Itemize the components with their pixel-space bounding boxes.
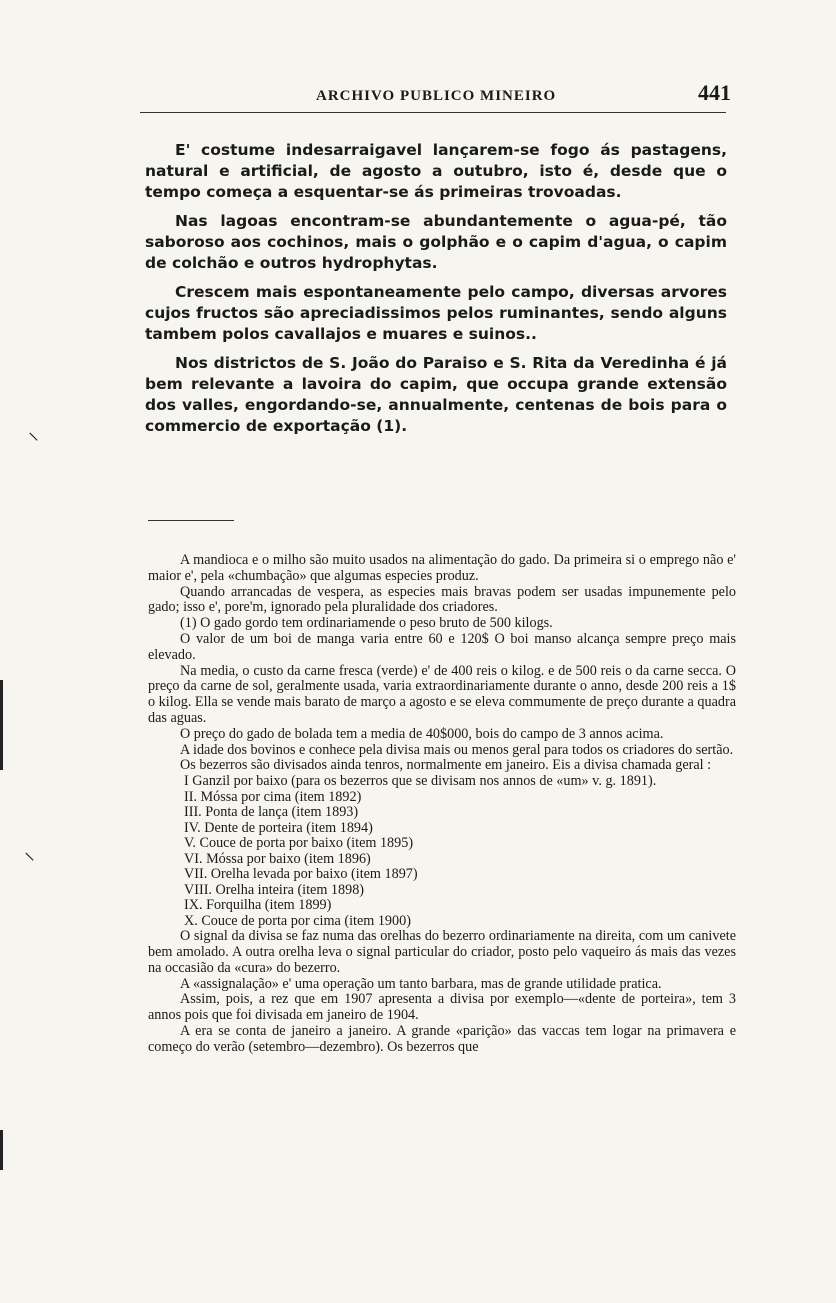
- footnote-rule: [148, 520, 234, 521]
- page-number: 441: [698, 80, 731, 105]
- note-paragraph: O preço do gado de bolada tem a media de 40$000, bois do campo de 3 annos acima.: [180, 725, 664, 742]
- divisa-item: IV. Dente de porteira (item 1894): [184, 819, 373, 836]
- divisa-item: VII. Orelha levada por baixo (item 1897): [184, 866, 418, 883]
- body-paragraph: Nos districtos de S. João do Paraiso e S. Rita da Veredinha é já bem relevante a lavoira do capim, que occupa grande extensão dos valles, engordando-se, annualmente, centenas de bois para o commercio de exportação (1).: [145, 354, 727, 435]
- divisa-item: VI. Móssa por baixo (item 1896): [184, 850, 371, 867]
- divisa-list: [148, 774, 736, 929]
- divisa-item: VIII. Orelha inteira (item 1898): [184, 881, 365, 898]
- margin-tick-mark: ⸜: [24, 840, 36, 865]
- footnote-paragraph: (1) O gado gordo tem ordinariamende o peso bruto de 500 kilogs.: [180, 615, 553, 632]
- page-header: [140, 80, 740, 110]
- margin-edge-mark: [0, 680, 3, 770]
- divisa-item: I Ganzil por baixo (para os bezerros que se divisam nos annos de «um» v. g. 1891).: [184, 773, 657, 790]
- body-paragraph: Nas lagoas encontram-se abundantemente o agua-pé, tão saboroso aos cochinos, mais o golphão e o capim d'agua, o capim de colchão e outros hydrophytas.: [145, 212, 727, 272]
- margin-tick-mark: ⸜: [28, 420, 40, 445]
- note-paragraph: Assim, pois, a rez que em 1907 apresenta a divisa por exemplo—«dente de porteira», tem 3 annos pois que foi divisada em janeiro de 1904.: [148, 991, 736, 1024]
- notes-section: [148, 553, 736, 1056]
- note-paragraph: Na media, o custo da carne fresca (verde) e' de 400 reis o kilog. e de 500 reis o da carne secca. O preço da carne de sol, geralmente usada, varia extraordinariamente durante o anno, desde 200 reis a 1$ o kilog. Ella se vende mais barato de março a agosto e se eleva commumente de preço durante a quadra das aguas.: [148, 662, 736, 726]
- running-title: ARCHIVO PUBLICO MINEIRO: [316, 88, 557, 104]
- header-rule: [140, 112, 726, 113]
- body-paragraph: Crescem mais espontaneamente pelo campo, diversas arvores cujos fructos são apreciadissimos pelos ruminantes, sendo alguns tambem polos cavallaјos e muares e suinos..: [145, 283, 727, 343]
- note-paragraph: A idade dos bovinos e conhece pela divisa mais ou menos geral para todos os criadores do sertão.: [180, 741, 734, 758]
- divisa-item: V. Couce de porta por baixo (item 1895): [184, 835, 414, 852]
- divisa-item: III. Ponta de lança (item 1893): [184, 804, 359, 821]
- body-paragraph: E' costume indesarraigavel lançarem-se fogo ás pastagens, natural e artificial, de agosto a outubro, isto é, desde que o tempo começa a esquentar-se ás primeiras trovoadas.: [145, 141, 727, 201]
- note-paragraph: O signal da divisa se faz numa das orelhas do bezerro ordinariamente na direita, com um canivete bem amolado. A outra orelha leva o signal particular do criador, posto pelo vaqueiro ás mais das vezes na occasião da «cura» do bezerro.: [148, 928, 736, 976]
- note-paragraph: A mandioca e o milho são muito usados na alimentação do gado. Da primeira si o emprego não e' maior e', pela «chumbação» que algumas especies produz.: [148, 552, 736, 584]
- note-paragraph: Quando arrancadas de vespera, as especies mais bravas podem ser usadas impunemente pelo gado; isso e', pore'm, ignorado pela pluralidade dos criadores.: [148, 583, 736, 616]
- note-paragraph: A «assignalação» e' uma operação um tanto barbara, mas de grande utilidade pratica.: [180, 975, 662, 992]
- divisa-item: X. Couce de porta por cima (item 1900): [184, 912, 411, 929]
- note-paragraph: O valor de um boi de manga varia entre 60 e 120$ O boi manso alcança sempre preço mais elevado.: [148, 630, 736, 663]
- margin-edge-mark: [0, 1130, 3, 1170]
- main-text: [145, 140, 727, 445]
- divisa-item: II. Móssa por cima (item 1892): [184, 788, 362, 805]
- note-paragraph: A era se conta de janeiro a janeiro. A grande «parição» das vaccas tem logar na primavera e começo do verão (setembro—dezembro). Os bezerros que: [148, 1022, 736, 1055]
- divisa-item: IX. Forquilha (item 1899): [184, 897, 332, 914]
- note-paragraph: Os bezerros são divisados ainda tenros, normalmente em janeiro. Eis a divisa chamada geral :: [180, 757, 712, 774]
